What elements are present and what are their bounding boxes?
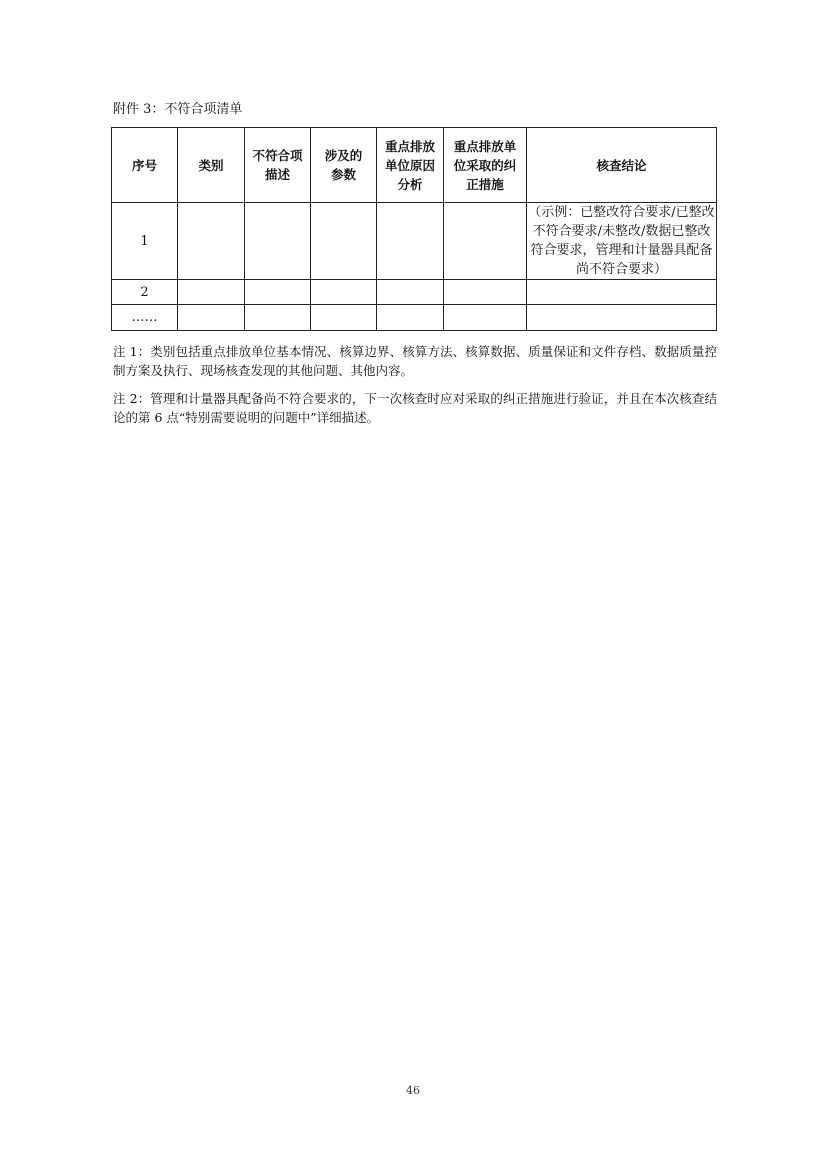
header-parameters bbox=[311, 128, 377, 203]
cell-cause-analysis bbox=[377, 305, 444, 331]
header-parameters-text: 涉及的参数 bbox=[324, 148, 363, 182]
nonconformity-table bbox=[111, 127, 717, 331]
table-header-row bbox=[112, 128, 717, 203]
table-row bbox=[112, 203, 717, 280]
note-1: 注 1：类别包括重点排放单位基本情况、核算边界、核算方法、核算数据、质量保证和文件存档、数据质量控制方案及执行、现场核查发现的其他问题、其他内容。 bbox=[113, 344, 717, 378]
cell-corrective-actions bbox=[444, 305, 527, 331]
cell-cause-analysis bbox=[377, 203, 444, 280]
cell-corrective-actions bbox=[444, 280, 527, 305]
row-number: 1 bbox=[112, 203, 178, 280]
table-row bbox=[112, 280, 717, 305]
header-serial-no: 序号 bbox=[112, 128, 178, 203]
table-row bbox=[112, 305, 717, 331]
cell-parameters bbox=[311, 280, 377, 305]
cell-description bbox=[245, 305, 311, 331]
cell-category bbox=[178, 305, 245, 331]
cell-category bbox=[178, 203, 245, 280]
cell-corrective-actions bbox=[444, 203, 527, 280]
note-2: 注 2：管理和计量器具配备尚不符合要求的，下一次核查时应对采取的纠正措施进行验证，并且在本次核查结论的第 6 点“特别需要说明的问题中”详细描述。 bbox=[113, 391, 717, 425]
header-cause-analysis bbox=[377, 128, 444, 203]
page-number: 46 bbox=[406, 1084, 420, 1097]
cell-category bbox=[178, 280, 245, 305]
header-corrective-actions-text: 重点排放单位采取的纠正措施 bbox=[453, 138, 517, 192]
header-description-text: 不符合项描述 bbox=[252, 148, 303, 182]
cell-conclusion-example: （示例：已整改符合要求/已整改不符合要求/未整改/数据已整改符合要求，管理和计量器具配备尚不符合要求） bbox=[527, 203, 717, 280]
cell-conclusion bbox=[527, 280, 717, 305]
header-cause-analysis-text: 重点排放单位原因分析 bbox=[384, 138, 435, 192]
attachment-title: 附件 3：不符合项清单 bbox=[113, 102, 243, 117]
cell-parameters bbox=[311, 305, 377, 331]
header-corrective-actions bbox=[444, 128, 527, 203]
header-category: 类别 bbox=[178, 128, 245, 203]
cell-description bbox=[245, 203, 311, 280]
header-conclusion: 核查结论 bbox=[527, 128, 717, 203]
cell-parameters bbox=[311, 203, 377, 280]
header-description bbox=[245, 128, 311, 203]
cell-description bbox=[245, 280, 311, 305]
row-number: 2 bbox=[112, 280, 178, 305]
cell-cause-analysis bbox=[377, 280, 444, 305]
row-number: …… bbox=[112, 305, 178, 331]
cell-conclusion bbox=[527, 305, 717, 331]
